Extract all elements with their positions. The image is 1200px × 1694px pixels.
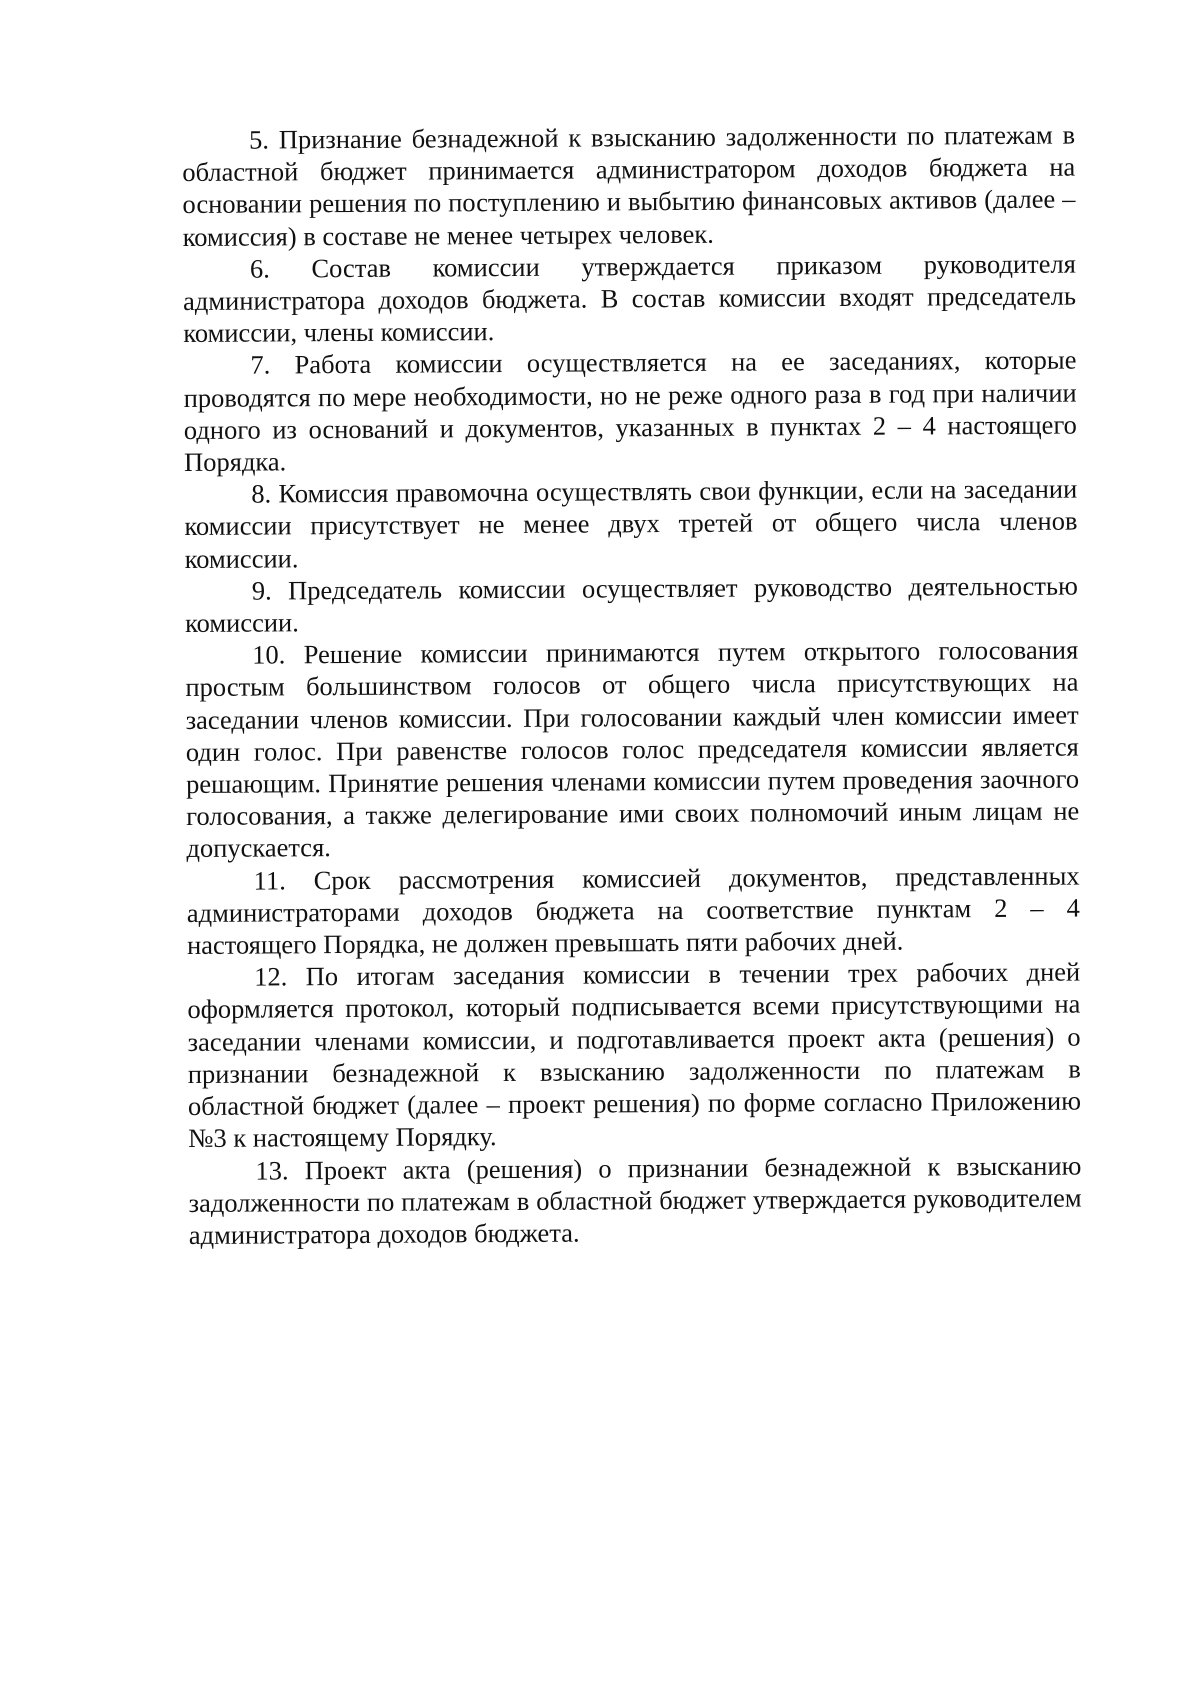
paragraph-11: 11. Срок рассмотрения комиссией документов, представленных администраторами доходов бюджета на соответствие пунктам 2 – 4 настоящего Порядка, не должен превышать пяти рабочих дней.	[186, 860, 1080, 961]
paragraph-10: 10. Решение комиссии принимаются путем открытого голосования простым большинством голосов от общего числа присутствующих на заседании членов комиссии. При голосовании каждый член комиссии имеет один голос. При равенстве голосов голос председателя комиссии является решающим. Принятие решения членами комиссии путем проведения заочного голосования, а также делегирование ими своих полномочий иным лицам не допускается.	[185, 634, 1080, 864]
paragraph-8: 8. Комиссия правомочна осуществлять свои функции, если на заседании комиссии присутствует не менее двух третей от общего числа членов комиссии.	[184, 473, 1078, 574]
paragraph-13: 13. Проект акта (решения) о признании безнадежной к взысканию задолженности по платежам в областной бюджет утверждается руководителем администратора доходов бюджета.	[188, 1150, 1082, 1250]
document-body	[182, 119, 1082, 1252]
paragraph-5: 5. Признание безнадежной к взысканию задолженности по платежам в областной бюджет принимается администратором доходов бюджета на основании решения по поступлению и выбытию финансовых активов (далее – комиссия) в составе не менее четырех человек.	[182, 119, 1076, 252]
paragraph-9: 9. Председатель комиссии осуществляет руководство деятельностью комиссии.	[184, 570, 1078, 639]
paragraph-12: 12. По итогам заседания комиссии в течении трех рабочих дней оформляется протокол, который подписывается всеми присутствующими на заседании членами комиссии, и подготавливается проект акта (решения) о признании безнадежной к взысканию задолженности по платежам в областной бюджет (далее – проект решения) по форме согласно Приложению №3 к настоящему Порядку.	[187, 956, 1082, 1154]
paragraph-7: 7. Работа комиссии осуществляется на ее заседаниях, которые проводятся по мере необходимости, но не реже одного раза в год при наличии одного из оснований и документов, указанных в пунктах 2 – 4 настоящего Порядка.	[183, 344, 1077, 478]
paragraph-6: 6. Состав комиссии утверждается приказом руководителя администратора доходов бюджета. В состав комиссии входят председатель комиссии, члены комиссии.	[182, 248, 1077, 349]
